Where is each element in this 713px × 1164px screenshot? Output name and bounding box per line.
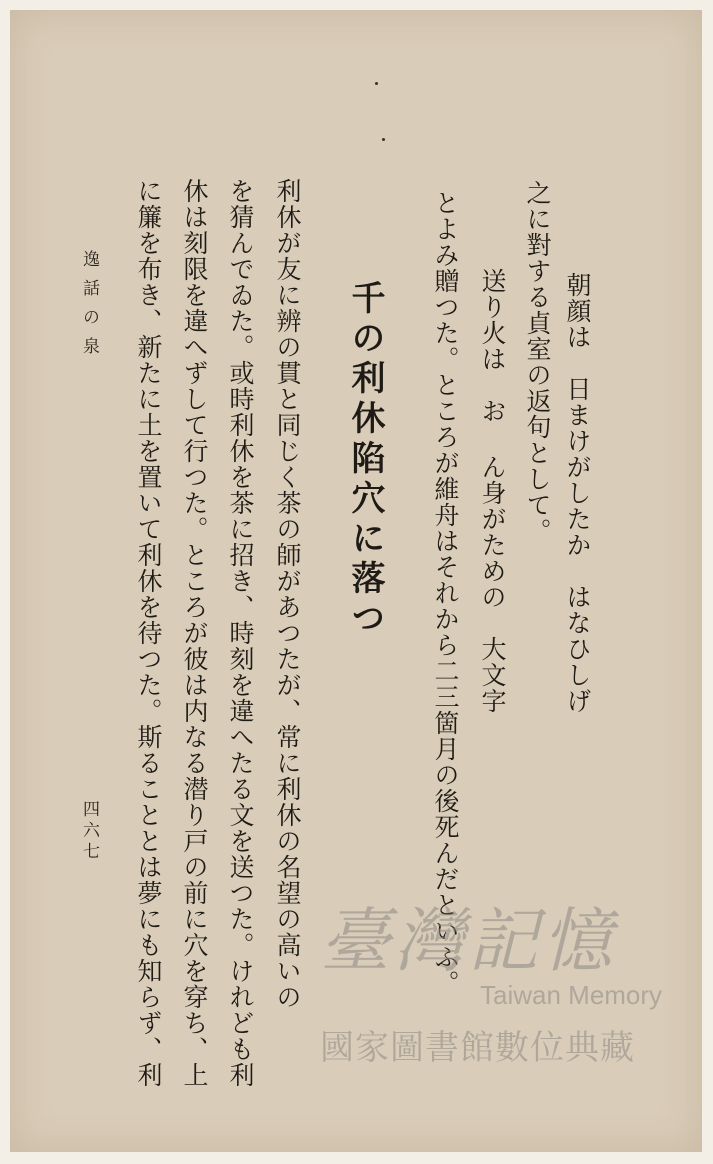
poem-line-okuribi: 送り火は お ん身がための 大文字	[478, 268, 507, 714]
body-line-4: に簾を布き、新たに土を置いて利休を待つた。斯ることとは夢にも知らず、利	[134, 178, 163, 1088]
section-title: 千の利休陷穴に落つ	[345, 280, 385, 640]
body-line-3: 休は刻限を違へずして行つた。ところが彼は内なる潜り戸の前に穴を穿ち、上	[180, 178, 209, 1088]
poem-line-asagao: 朝顔は 日まけがしたか はなひしげ	[563, 272, 592, 714]
page-number: 四六七	[79, 800, 99, 863]
taiwan-memory-watermark	[310, 885, 680, 1075]
ink-speck	[382, 138, 385, 141]
running-head: 逸話の泉	[79, 250, 99, 366]
watermark-english: Taiwan Memory	[480, 980, 663, 1010]
narrative-line: とよみ贈つた。ところが維舟はそれから二三箇月の後死んだといふ。	[431, 190, 460, 996]
poem-intro-line: 之に對する貞室の返句として。	[523, 180, 552, 544]
body-line-1: 利休が友に辨の貫と同じく茶の師があつたが、常に利休の名望の高いの	[273, 178, 302, 1010]
book-page	[10, 10, 702, 1152]
watermark-calligraphy: 臺灣記憶	[320, 900, 616, 982]
body-line-2: を猜んでゐた。或時利休を茶に招き、時刻を違へたる文を送つた。けれども利	[226, 178, 255, 1088]
ink-speck	[375, 82, 378, 85]
watermark-chinese: 國家圖書館數位典藏	[320, 1028, 635, 1068]
